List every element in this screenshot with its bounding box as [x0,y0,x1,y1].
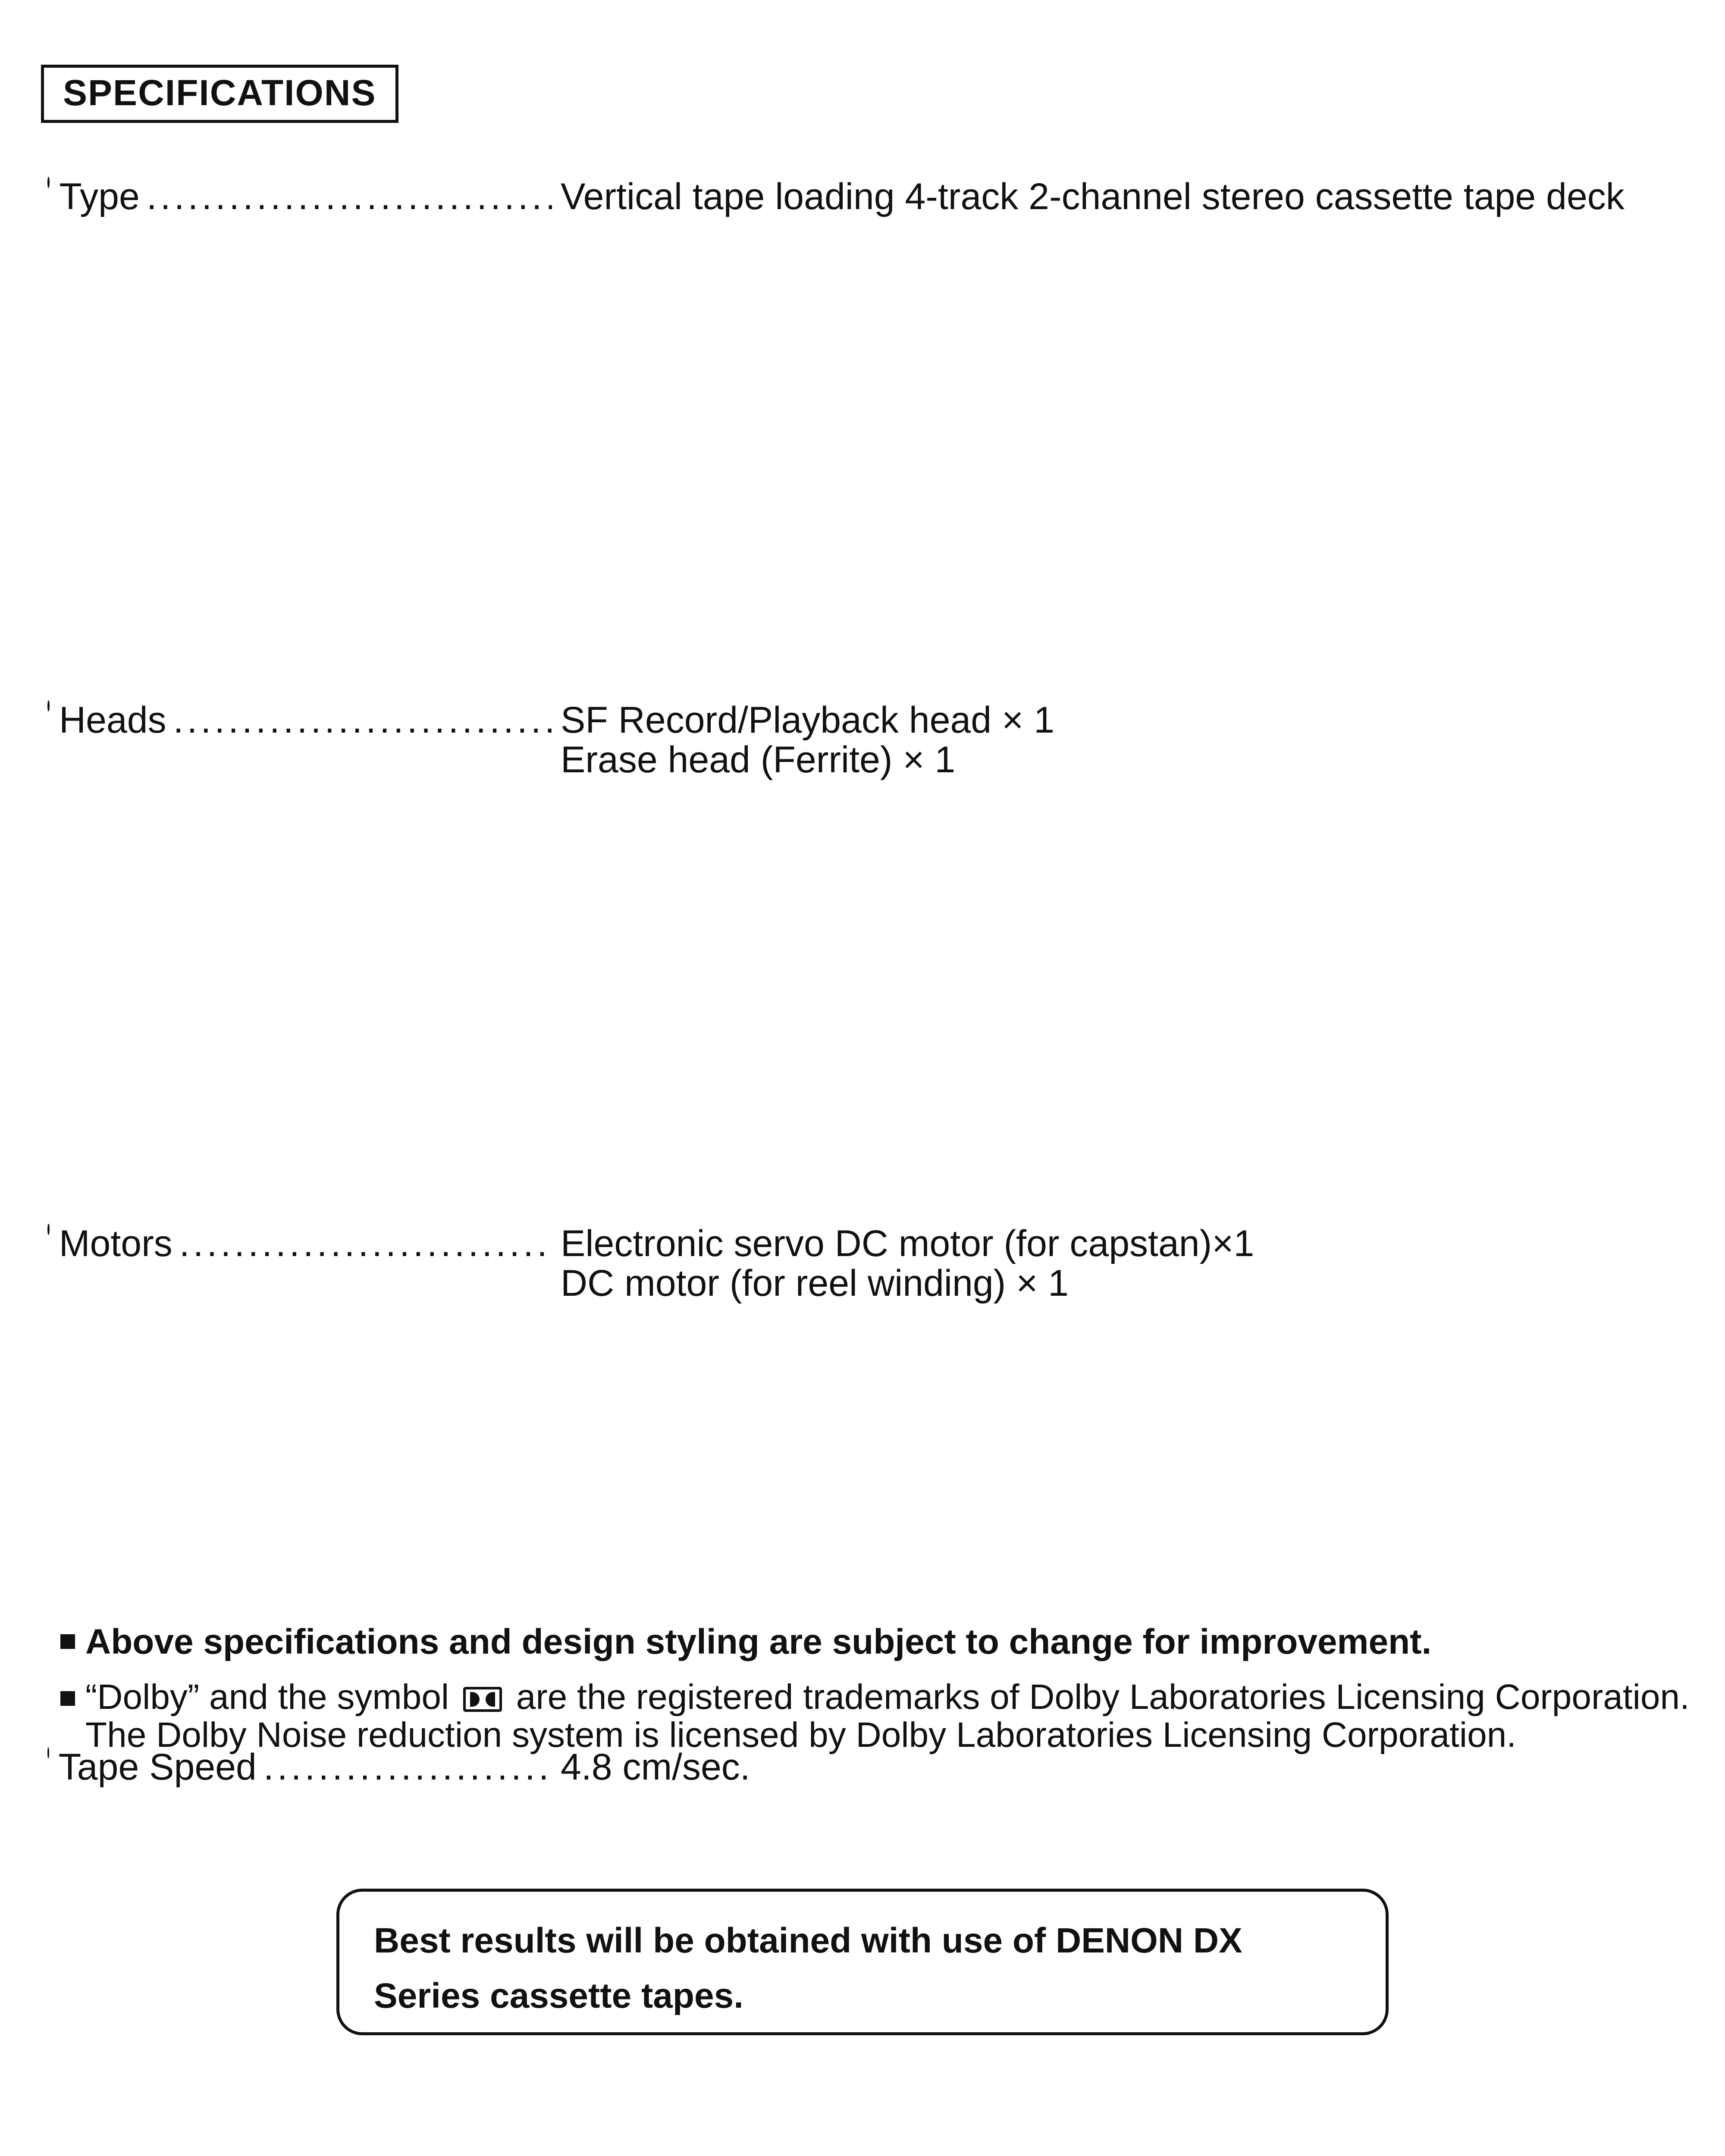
bullet-icon [47,1224,50,1235]
change-note-text: Above specifications and design styling are subject to change for improvement. [85,1622,1432,1661]
dolby-note-post: are the registered trademarks of Dolby Laboratories Licensing Corporation. The Dolby Noise reduction system is licensed by Dolby Laboratories Licensing Corporation. [85,1677,1690,1755]
dolby-note-pre: “Dolby” and the symbol [85,1677,449,1717]
spec-label [43,177,552,686]
denon-tip-text: Best results will be obtained with use of DENON DX Series cassette tapes. [374,1921,1242,2015]
dolby-note [60,1678,1690,1754]
spec-value [552,1224,1699,1303]
dolby-symbol-icon [463,1687,502,1712]
change-note [60,1621,1690,1663]
specifications-list [43,177,1699,2156]
leader-dots [147,177,552,686]
spec-value-line: Electronic servo DC motor (for capstan)×1 [561,1223,1255,1264]
spec-label-text: Heads [59,700,166,741]
spec-label-text: Tape Speed [58,1747,257,1788]
notes [60,1621,1690,1754]
spec-label [43,700,552,1209]
page-title: SPECIFICATIONS [41,65,398,123]
spec-value-line: Vertical tape loading 4-track 2-channel stereo cassette tape deck [561,176,1625,217]
spec-row [43,700,1699,1209]
spec-value-line: SF Record/Playback head × 1 [561,699,1054,741]
square-bullet-icon [60,1634,75,1649]
spec-label-text: Type [59,177,140,217]
spec-value [552,700,1699,780]
spec-value [552,177,1699,216]
square-bullet-icon [60,1691,75,1706]
spec-value-line: 4.8 cm/sec. [561,1746,750,1788]
spec-value-line: DC motor (for reel winding) × 1 [561,1263,1069,1304]
leader-dots [173,700,552,1209]
denon-tip-box [336,1889,1389,2035]
spec-row [43,177,1699,686]
spec-value-line: Erase head (Ferrite) × 1 [561,739,956,780]
bullet-icon [47,1747,49,1758]
spec-label-text: Motors [59,1224,172,1264]
bullet-icon [47,700,50,711]
bullet-icon [47,177,50,188]
